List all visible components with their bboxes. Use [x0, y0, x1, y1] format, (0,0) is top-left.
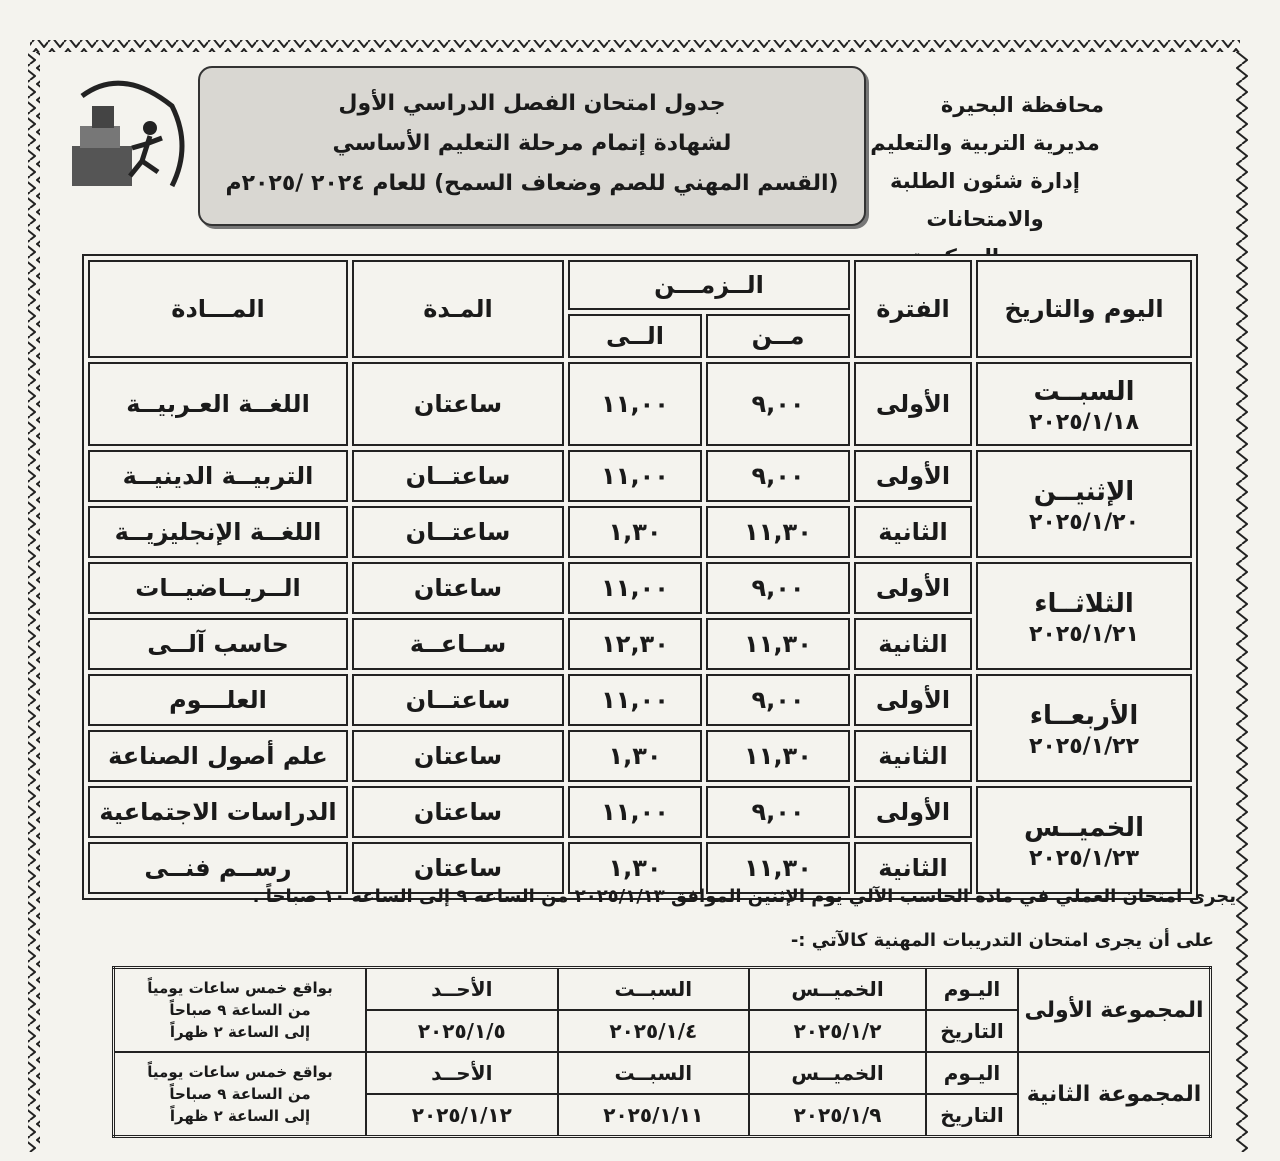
time-to-cell: ١,٣٠: [568, 506, 702, 558]
administration: إدارة شئون الطلبة والامتحانات: [889, 169, 1080, 231]
day-name: السبــت: [1033, 376, 1135, 407]
period-cell: الأولى: [854, 450, 972, 502]
exam-schedule-table: [82, 254, 1198, 900]
day-name: الأربعــاء: [1029, 700, 1139, 731]
time-to-cell: ١١,٠٠: [568, 674, 702, 726]
time-to-cell: ١١,٠٠: [568, 450, 702, 502]
vocational-groups-table: [112, 966, 1212, 1138]
time-from-cell: ١١,٣٠: [706, 730, 850, 782]
header-from: مــن: [706, 314, 850, 358]
day-date-cell: [976, 674, 1192, 782]
header-period: الفترة: [854, 260, 972, 358]
group-day: الخميــس: [749, 1052, 926, 1094]
table-row: [114, 968, 1211, 1011]
subject-cell: حاسب آلــى: [88, 618, 348, 670]
period-cell: الثانية: [854, 842, 972, 894]
day-date-cell: [976, 562, 1192, 670]
time-from-cell: ٩,٠٠: [706, 450, 850, 502]
table-row: [88, 674, 1192, 726]
duration-cell: ساعتان: [352, 562, 564, 614]
title-box: [198, 66, 866, 226]
period-cell: الثانية: [854, 730, 972, 782]
header-to: الــى: [568, 314, 702, 358]
directorate: مديرية التربية والتعليم: [870, 131, 1100, 155]
hours-note-line-2: من الساعة ٩ صباحاً: [169, 1001, 311, 1019]
group-date: ٢٠٢٥/١/٢: [749, 1010, 926, 1052]
time-to-cell: ١١,٠٠: [568, 562, 702, 614]
group-name: المجموعة الأولى: [1018, 968, 1211, 1053]
title-line-1: جدول امتحان الفصل الدراسي الأول: [338, 91, 726, 116]
hours-note-line-2: من الساعة ٩ صباحاً: [169, 1085, 311, 1103]
vocational-training-note: على أن يجرى امتحان التدريبات المهنية كالآتي :-: [790, 930, 1214, 951]
practical-exam-note: يجرى امتحان العملي في مادة الحاسب الآلي يوم الإثنين الموافق ٢٠٢٥/١/١٣ من الساعة ٩ إلى الساعة ١٠ صباحاً .: [252, 886, 1236, 907]
title-line-3: (القسم المهني للصم وضعاف السمح) للعام ٢٠٢٤ /٢٠٢٥م: [225, 171, 839, 196]
header-subject: المـــادة: [88, 260, 348, 358]
subject-cell: اللغــة العـربيــة: [88, 362, 348, 446]
group-date: ٢٠٢٥/١/٩: [749, 1094, 926, 1137]
date-label: التاريخ: [926, 1094, 1018, 1137]
hours-note-line-1: بواقع خمس ساعات يومياً: [147, 979, 333, 997]
subject-cell: الدراسات الاجتماعية: [88, 786, 348, 838]
exam-date: ٢٠٢٥/١/٢٢: [1028, 733, 1140, 759]
time-from-cell: ١١,٣٠: [706, 506, 850, 558]
day-label: اليـوم: [926, 968, 1018, 1011]
exam-date: ٢٠٢٥/١/١٨: [1028, 409, 1140, 435]
duration-cell: ســاعــة: [352, 618, 564, 670]
header-duration: المـدة: [352, 260, 564, 358]
time-from-cell: ١١,٣٠: [706, 842, 850, 894]
period-cell: الأولى: [854, 674, 972, 726]
group-day: السبــت: [558, 968, 750, 1011]
subject-cell: اللغــة الإنجليزيــة: [88, 506, 348, 558]
time-to-cell: ١,٣٠: [568, 730, 702, 782]
time-to-cell: ١١,٠٠: [568, 362, 702, 446]
table-row: [88, 786, 1192, 838]
time-from-cell: ٩,٠٠: [706, 786, 850, 838]
group-day: الأحــد: [366, 968, 558, 1011]
hours-note-line-3: إلى الساعة ٢ ظهراً: [169, 1107, 311, 1125]
period-cell: الأولى: [854, 362, 972, 446]
group-day: الأحــد: [366, 1052, 558, 1094]
time-from-cell: ٩,٠٠: [706, 562, 850, 614]
group-date: ٢٠٢٥/١/٤: [558, 1010, 750, 1052]
subject-cell: التربيــة الدينيــة: [88, 450, 348, 502]
group-day: الخميــس: [749, 968, 926, 1011]
group-date: ٢٠٢٥/١/١٢: [366, 1094, 558, 1137]
duration-cell: ساعتــان: [352, 506, 564, 558]
exam-date: ٢٠٢٥/١/٢١: [1028, 621, 1140, 647]
day-name: الثلاثــاء: [1034, 588, 1134, 619]
header-day-date: اليوم والتاريخ: [976, 260, 1192, 358]
ministry-logo: [62, 76, 188, 206]
period-cell: الثانية: [854, 618, 972, 670]
group-name: المجموعة الثانية: [1018, 1052, 1211, 1137]
exam-date: ٢٠٢٥/١/٢٣: [1028, 845, 1140, 871]
group-date: ٢٠٢٥/١/٥: [366, 1010, 558, 1052]
subject-cell: علم أصول الصناعة: [88, 730, 348, 782]
duration-cell: ساعتان: [352, 362, 564, 446]
day-date-cell: [976, 362, 1192, 446]
header-time: الــزمـــن: [568, 260, 850, 310]
period-cell: الأولى: [854, 562, 972, 614]
duration-cell: ساعتان: [352, 730, 564, 782]
subject-cell: الــريــاضيــات: [88, 562, 348, 614]
group-date: ٢٠٢٥/١/١١: [558, 1094, 750, 1137]
day-date-cell: [976, 786, 1192, 894]
hours-note: [114, 1052, 367, 1137]
duration-cell: ساعتــان: [352, 674, 564, 726]
duration-cell: ساعتان: [352, 786, 564, 838]
table-header-row: [88, 260, 1192, 310]
governorate: محافظة البحيرة: [940, 93, 1104, 117]
time-from-cell: ٩,٠٠: [706, 674, 850, 726]
group-day: السبــت: [558, 1052, 750, 1094]
subject-cell: العلـــوم: [88, 674, 348, 726]
period-cell: الأولى: [854, 786, 972, 838]
hours-note: [114, 968, 367, 1053]
table-row: [114, 1052, 1211, 1094]
date-label: التاريخ: [926, 1010, 1018, 1052]
day-name: الإثنيــن: [1033, 476, 1135, 507]
subject-cell: رســم فنــى: [88, 842, 348, 894]
hours-note-line-3: إلى الساعة ٢ ظهراً: [169, 1023, 311, 1041]
time-to-cell: ١,٣٠: [568, 842, 702, 894]
title-line-2: لشهادة إتمام مرحلة التعليم الأساسي: [332, 131, 732, 156]
day-label: اليـوم: [926, 1052, 1018, 1094]
hours-note-line-1: بواقع خمس ساعات يومياً: [147, 1063, 333, 1081]
exam-date: ٢٠٢٥/١/٢٠: [1028, 509, 1140, 535]
day-date-cell: [976, 450, 1192, 558]
table-row: [88, 362, 1192, 446]
table-row: [88, 450, 1192, 502]
time-to-cell: ١١,٠٠: [568, 786, 702, 838]
duration-cell: ساعتــان: [352, 450, 564, 502]
duration-cell: ساعتان: [352, 842, 564, 894]
time-to-cell: ١٢,٣٠: [568, 618, 702, 670]
time-from-cell: ٩,٠٠: [706, 362, 850, 446]
time-from-cell: ١١,٣٠: [706, 618, 850, 670]
authority-header: [840, 86, 1130, 276]
day-name: الخميــس: [1024, 812, 1144, 843]
table-row: [88, 562, 1192, 614]
period-cell: الثانية: [854, 506, 972, 558]
